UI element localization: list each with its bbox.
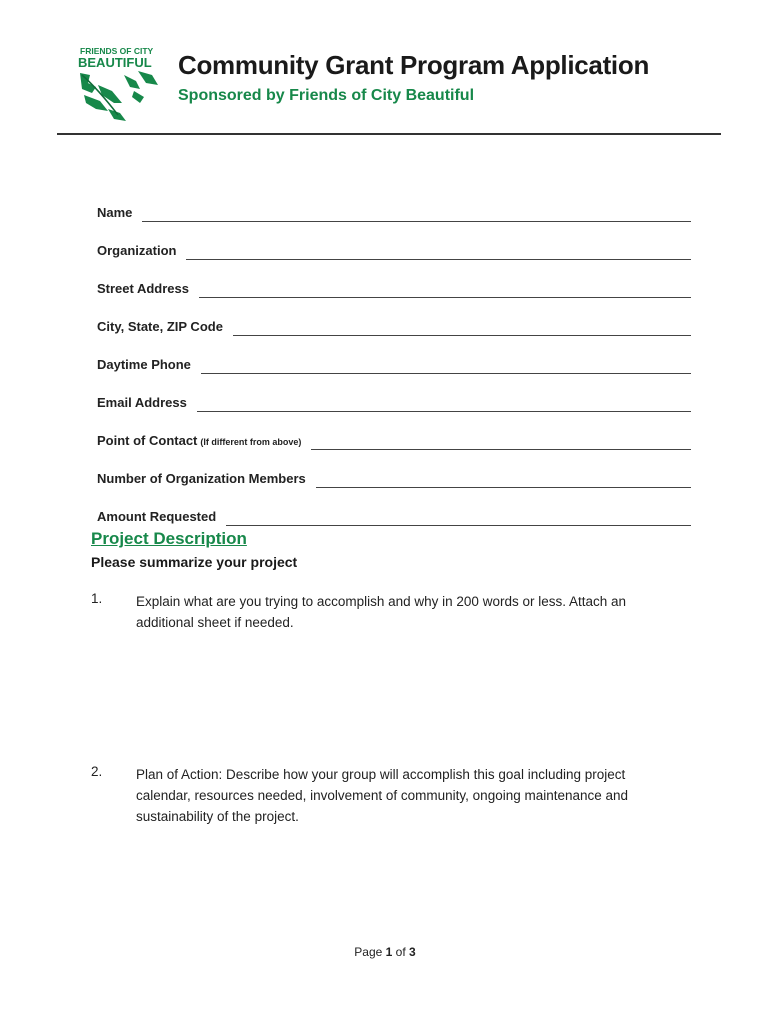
field-label: Amount Requested xyxy=(97,509,217,524)
page-total: 3 xyxy=(409,945,416,959)
city-state-zip-input-line[interactable] xyxy=(233,317,691,336)
logo-text-top: FRIENDS OF CITY xyxy=(80,46,154,56)
question-item xyxy=(91,764,651,827)
name-input-line[interactable] xyxy=(142,203,691,222)
field-label: Point of Contact xyxy=(97,433,198,448)
logo-text-bottom: BEAUTIFUL xyxy=(78,55,152,70)
field-label: City, State, ZIP Code xyxy=(97,319,223,334)
page-title: Community Grant Program Application xyxy=(178,50,650,80)
question-item xyxy=(91,591,651,633)
organization-field xyxy=(97,222,691,260)
question-text: Explain what are you trying to accomplish and why in 200 words or less. Attach an additional sheet if needed. xyxy=(136,594,627,630)
page-footer xyxy=(0,945,770,959)
street-address-input-line[interactable] xyxy=(199,279,691,298)
question-text: Plan of Action: Describe how your group will accomplish this goal including project calendar, resources needed, involvement of community, ongoing maintenance and sustainability of the project. xyxy=(136,767,629,824)
daytime-phone-field xyxy=(97,336,691,374)
section-title: Project Description xyxy=(91,529,247,548)
page-word: Page xyxy=(354,945,383,959)
page-current: 1 xyxy=(385,945,393,959)
question-number: 1. xyxy=(91,591,103,606)
field-label: Street Address xyxy=(97,281,189,296)
organization-members-input-line[interactable] xyxy=(316,469,691,488)
field-label: Email Address xyxy=(97,395,187,410)
field-note: (If different from above) xyxy=(200,437,302,447)
email-address-field xyxy=(97,374,691,412)
field-label: Daytime Phone xyxy=(97,357,191,372)
daytime-phone-input-line[interactable] xyxy=(201,355,691,374)
point-of-contact-input-line[interactable] xyxy=(311,431,691,450)
point-of-contact-field xyxy=(97,412,691,450)
name-field xyxy=(97,184,691,222)
page-of: of xyxy=(395,945,406,959)
email-address-input-line[interactable] xyxy=(197,393,691,412)
city-state-zip-field xyxy=(97,298,691,336)
page-subtitle: Sponsored by Friends of City Beautiful xyxy=(178,87,475,104)
friends-of-city-beautiful-logo xyxy=(78,45,160,121)
field-label: Organization xyxy=(97,243,177,258)
amount-requested-input-line[interactable] xyxy=(226,507,691,526)
section-subtitle: Please summarize your project xyxy=(91,554,298,570)
header-divider xyxy=(57,133,721,135)
field-label: Name xyxy=(97,205,133,220)
applicant-form xyxy=(97,184,691,526)
organization-members-field xyxy=(97,450,691,488)
question-number: 2. xyxy=(91,764,103,779)
field-label: Number of Organization Members xyxy=(97,471,306,486)
street-address-field xyxy=(97,260,691,298)
amount-requested-field xyxy=(97,488,691,526)
organization-input-line[interactable] xyxy=(186,241,691,260)
